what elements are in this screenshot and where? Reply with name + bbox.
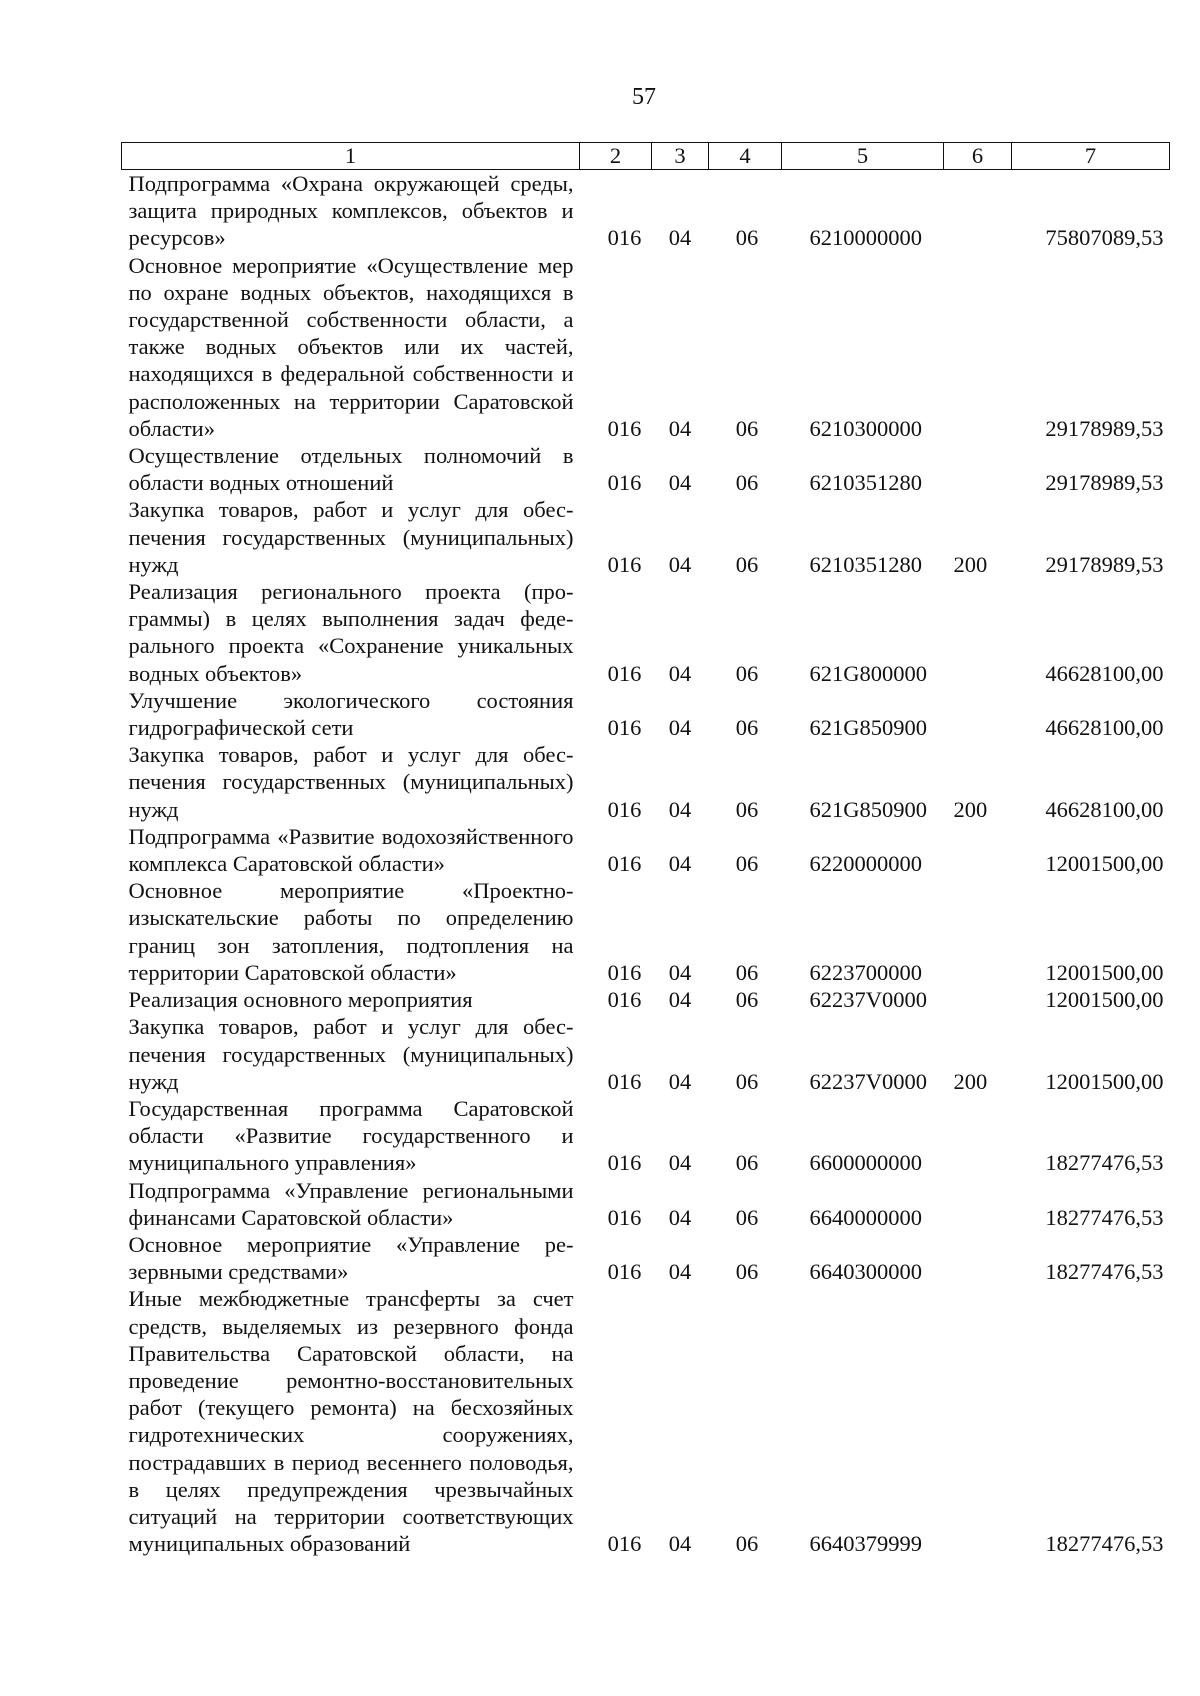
row-name: Реализация регионального проекта (программы) в целях выполнения задач федерального проекта «Сохранение уникальных водных объектов» (128, 579, 574, 686)
budget-table (121, 142, 1170, 1557)
ministry-code: 016 (607, 1531, 642, 1557)
ministry-code: 016 (607, 715, 642, 741)
subsection-code: 06 (735, 470, 759, 496)
expense-type-code: 200 (953, 551, 988, 577)
table-row (122, 877, 1170, 986)
target-article-code: 62237V0000 (809, 1068, 927, 1094)
target-article-code: 6223700000 (809, 959, 922, 985)
section-code: 04 (668, 987, 692, 1013)
table-row (122, 252, 1170, 442)
section-code: 04 (668, 1150, 692, 1176)
table-row (122, 986, 1170, 1013)
amount: 18277476,53 (1045, 1531, 1164, 1557)
expense-type-code (944, 442, 1012, 496)
amount: 12001500,00 (1045, 1068, 1164, 1094)
target-article-code: 6640300000 (809, 1259, 922, 1285)
target-article-code: 6210000000 (809, 225, 922, 251)
ministry-code: 016 (607, 415, 642, 441)
target-article-code: 6640379999 (809, 1531, 922, 1557)
target-article-code: 6640000000 (809, 1204, 922, 1230)
section-code: 04 (668, 1259, 692, 1285)
subsection-code: 06 (735, 1150, 759, 1176)
subsection-code: 06 (735, 660, 759, 686)
target-article-code: 621G850900 (809, 796, 927, 822)
section-code: 04 (668, 1531, 692, 1557)
section-code: 04 (668, 660, 692, 686)
target-article-code: 6600000000 (809, 1150, 922, 1176)
amount: 18277476,53 (1045, 1204, 1164, 1230)
section-code: 04 (668, 851, 692, 877)
target-article-code: 62237V0000 (809, 987, 927, 1013)
header-col-5: 5 (782, 143, 944, 170)
section-code: 04 (668, 415, 692, 441)
table-row (122, 578, 1170, 687)
header-col-3: 3 (652, 143, 709, 170)
table-row (122, 687, 1170, 741)
ministry-code: 016 (607, 225, 642, 251)
ministry-code: 016 (607, 1204, 642, 1230)
amount: 29178989,53 (1045, 551, 1164, 577)
amount: 46628100,00 (1045, 796, 1164, 822)
expense-type-code (944, 1285, 1012, 1557)
expense-type-code (944, 687, 1012, 741)
amount: 29178989,53 (1045, 415, 1164, 441)
row-name: Основное мероприятие «Осуществление мер по охране водных объектов, находящихся в государственной собственности области, а также водных объектов или их частей, находящихся в федеральной собственности и расположенных на территории Саратовской области» (128, 252, 574, 441)
expense-type-code (944, 252, 1012, 442)
row-name: Закупка товаров, работ и услуг для обеспечения государственных (муниципальных) нужд (128, 1014, 574, 1094)
subsection-code: 06 (735, 987, 759, 1013)
row-name: Улучшение экологического состояния гидрографической сети (128, 687, 574, 741)
subsection-code: 06 (735, 796, 759, 822)
section-code: 04 (668, 959, 692, 985)
subsection-code: 06 (735, 1068, 759, 1094)
table-row (122, 1285, 1170, 1557)
ministry-code: 016 (607, 851, 642, 877)
table-row (122, 1095, 1170, 1177)
expense-type-code (944, 170, 1012, 252)
expense-type-code (944, 986, 1012, 1013)
ministry-code: 016 (607, 551, 642, 577)
ministry-code: 016 (607, 987, 642, 1013)
target-article-code: 6210351280 (809, 551, 922, 577)
section-code: 04 (668, 796, 692, 822)
target-article-code: 621G800000 (809, 660, 927, 686)
row-name: Основное мероприятие «Проектно-изыскательские работы по определению границ зон затопления, подтопления на территории Саратовской области» (128, 878, 574, 985)
ministry-code: 016 (607, 660, 642, 686)
table-row (122, 496, 1170, 578)
section-code: 04 (668, 470, 692, 496)
table-row (122, 1231, 1170, 1285)
amount: 29178989,53 (1045, 470, 1164, 496)
page-number: 57 (632, 84, 656, 110)
section-code: 04 (668, 551, 692, 577)
row-name: Основное мероприятие «Управление резервными средствами» (128, 1231, 574, 1285)
amount: 12001500,00 (1045, 851, 1164, 877)
header-col-7: 7 (1012, 143, 1170, 170)
header-col-4: 4 (709, 143, 782, 170)
target-article-code: 6220000000 (809, 851, 922, 877)
amount: 12001500,00 (1045, 987, 1164, 1013)
subsection-code: 06 (735, 1531, 759, 1557)
amount: 75807089,53 (1045, 225, 1164, 251)
expense-type-code (944, 578, 1012, 687)
subsection-code: 06 (735, 959, 759, 985)
expense-type-code (944, 877, 1012, 986)
subsection-code: 06 (735, 1204, 759, 1230)
row-name: Закупка товаров, работ и услуг для обеспечения государственных (муниципальных) нужд (128, 497, 574, 577)
ministry-code: 016 (607, 796, 642, 822)
amount: 18277476,53 (1045, 1259, 1164, 1285)
table-row (122, 741, 1170, 823)
amount: 46628100,00 (1045, 715, 1164, 741)
target-article-code: 6210351280 (809, 470, 922, 496)
header-col-2: 2 (580, 143, 652, 170)
table-row (122, 170, 1170, 252)
subsection-code: 06 (735, 225, 759, 251)
ministry-code: 016 (607, 1068, 642, 1094)
target-article-code: 6210300000 (809, 415, 922, 441)
row-name: Подпрограмма «Развитие водохозяйственного комплекса Саратовской области» (128, 823, 574, 877)
amount: 46628100,00 (1045, 660, 1164, 686)
row-name: Иные межбюджетные трансферты за счет средств, выделяемых из резервного фонда Правительства Саратовской области, на проведение ремонтно-восстановительных работ (текущего ремонта) на бесхозяйных гидротехнических сооружениях, пострадавших в период весеннего половодья, в целях предупреждения чрезвычайных ситуаций на территории соответствующих муниципальных образований (128, 1286, 574, 1557)
subsection-code: 06 (735, 551, 759, 577)
ministry-code: 016 (607, 1259, 642, 1285)
section-code: 04 (668, 715, 692, 741)
row-name: Подпрограмма «Охрана окружающей среды, защита природных комплексов, объектов и ресурсов» (128, 171, 574, 251)
section-code: 04 (668, 1068, 692, 1094)
table-header-row (122, 143, 1170, 170)
expense-type-code (944, 823, 1012, 877)
expense-type-code: 200 (953, 796, 988, 822)
ministry-code: 016 (607, 1150, 642, 1176)
ministry-code: 016 (607, 470, 642, 496)
subsection-code: 06 (735, 715, 759, 741)
amount: 12001500,00 (1045, 959, 1164, 985)
table-row (122, 1013, 1170, 1095)
row-name: Закупка товаров, работ и услуг для обеспечения государственных (муниципальных) нужд (128, 742, 574, 822)
section-code: 04 (668, 225, 692, 251)
subsection-code: 06 (735, 1259, 759, 1285)
header-col-6: 6 (944, 143, 1012, 170)
row-name: Государственная программа Саратовской области «Развитие государственного и муниципального управления» (128, 1095, 574, 1176)
row-name: Подпрограмма «Управление региональными финансами Саратовской области» (128, 1177, 574, 1230)
table-row (122, 1177, 1170, 1231)
expense-type-code (944, 1095, 1012, 1177)
expense-type-code: 200 (953, 1068, 988, 1094)
ministry-code: 016 (607, 959, 642, 985)
section-code: 04 (668, 1204, 692, 1230)
header-col-1: 1 (122, 143, 580, 170)
expense-type-code (944, 1177, 1012, 1231)
expense-type-code (944, 1231, 1012, 1285)
target-article-code: 621G850900 (809, 715, 927, 741)
subsection-code: 06 (735, 415, 759, 441)
table-row (122, 823, 1170, 877)
table-row (122, 442, 1170, 496)
amount: 18277476,53 (1045, 1150, 1164, 1176)
row-name: Реализация основного мероприятия (128, 987, 473, 1013)
row-name: Осуществление отдельных полномочий в области водных отношений (128, 443, 574, 496)
subsection-code: 06 (735, 851, 759, 877)
